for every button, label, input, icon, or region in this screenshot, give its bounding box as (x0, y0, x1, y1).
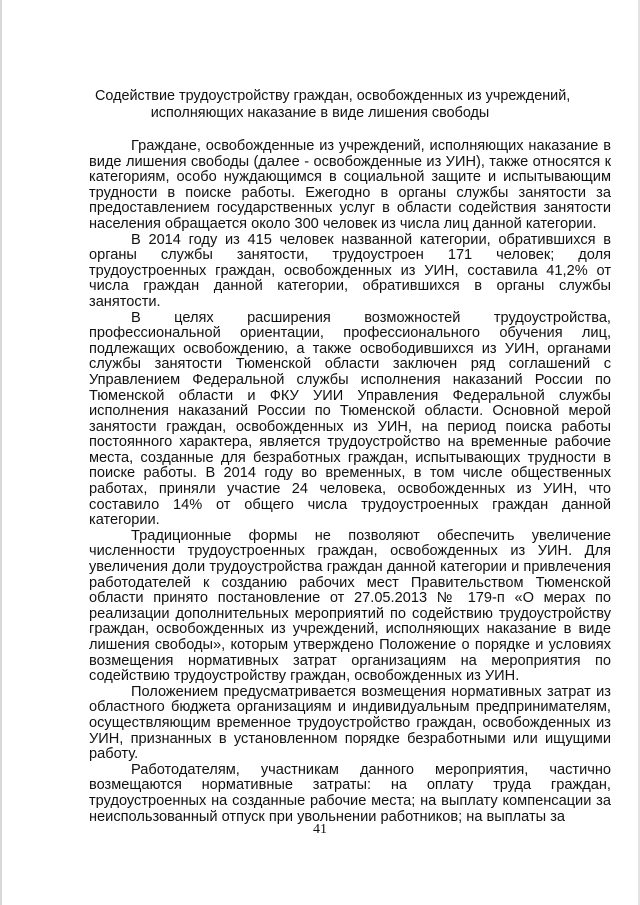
document-body (89, 139, 611, 825)
paragraph-4: Традиционные формы не позволяют обеспечить увеличение численности трудоустроенных граждан, освобожденных из УИН. Для увеличения доли трудоустройства граждан данной категории и привлечения работодателей к созданию рабочих мест Правительством Тюменской области принято постановление от 27.05.2013 № 179-п «О мерах по реализации дополнительных мероприятий по содействию трудоустройству граждан, освобожденных из учреждений, исполняющих наказание в виде лишения свободы», которым утверждено Положение о порядке и условиях возмещения нормативных затрат организациям на мероприятия по содействию трудоустройству граждан, освобожденных из УИН. (89, 527, 611, 685)
paragraph-5: Положением предусматривается возмещения нормативных затрат из областного бюджета организациям и индивидуальным предпринимателям, осуществляющим временное трудоустройство граждан, освобожденных из УИН, признанных в установленном порядке безработными или ищущими работу. (89, 683, 611, 763)
paragraph-3: В целях расширения возможностей трудоустройства, профессиональной ориентации, профессионального обучения лиц, подлежащих освобождению, а также освободившихся из УИН, органами службы занятости Тюменской области заключен ряд соглашений с Управлением Федеральной службы исполнения наказаний России по Тюменской области и ФКУ УИИ Управления Федеральной службы исполнения наказаний России по Тюменской области. Основной мерой занятости граждан, освобожденных из УИН, на период поиска работы постоянного характера, является трудоустройство на временные рабочие места, созданные для безработных граждан, испытывающих трудности в поиске работы. В 2014 году во временных, в том числе общественных работах, приняли участие 24 человека, освобожденных из УИН, что составило 14% от общего числа трудоустроенных граждан данной категории. (89, 309, 611, 529)
title-line-2: исполняющих наказание в виде лишения свободы (150, 105, 490, 121)
paragraph-6: Работодателям, участникам данного мероприятия, частично возмещаются нормативные затраты: на оплату труда граждан, трудоустроенных на созданные рабочие места; на выплату компенсации за неиспользованный отпуск при увольнении работников; на выплаты за (89, 761, 611, 825)
page-number: 41 (313, 822, 327, 837)
paragraph-1: Граждане, освобожденные из учреждений, исполняющих наказание в виде лишения свободы (далее - освобожденные из УИН), также относятся к категориям, особо нуждающимся в социальной защите и испытывающим трудности в поиске работы. Ежегодно в органы службы занятости за предоставлением государственных услуг в области содействия занятости населения обращается около 300 человек из числа лиц данной категории. (89, 138, 611, 232)
document-title (95, 88, 571, 122)
title-line-1: Содействие трудоустройству граждан, освобожденных из учреждений, (95, 88, 571, 104)
paragraph-2: В 2014 году из 415 человек названной категории, обратившихся в органы службы занятости, трудоустроен 171 человек; доля трудоустроенных граждан, освобожденных из УИН, составила 41,2% от числа граждан данной категории, обратившихся в органы службы занятости. (89, 231, 611, 310)
